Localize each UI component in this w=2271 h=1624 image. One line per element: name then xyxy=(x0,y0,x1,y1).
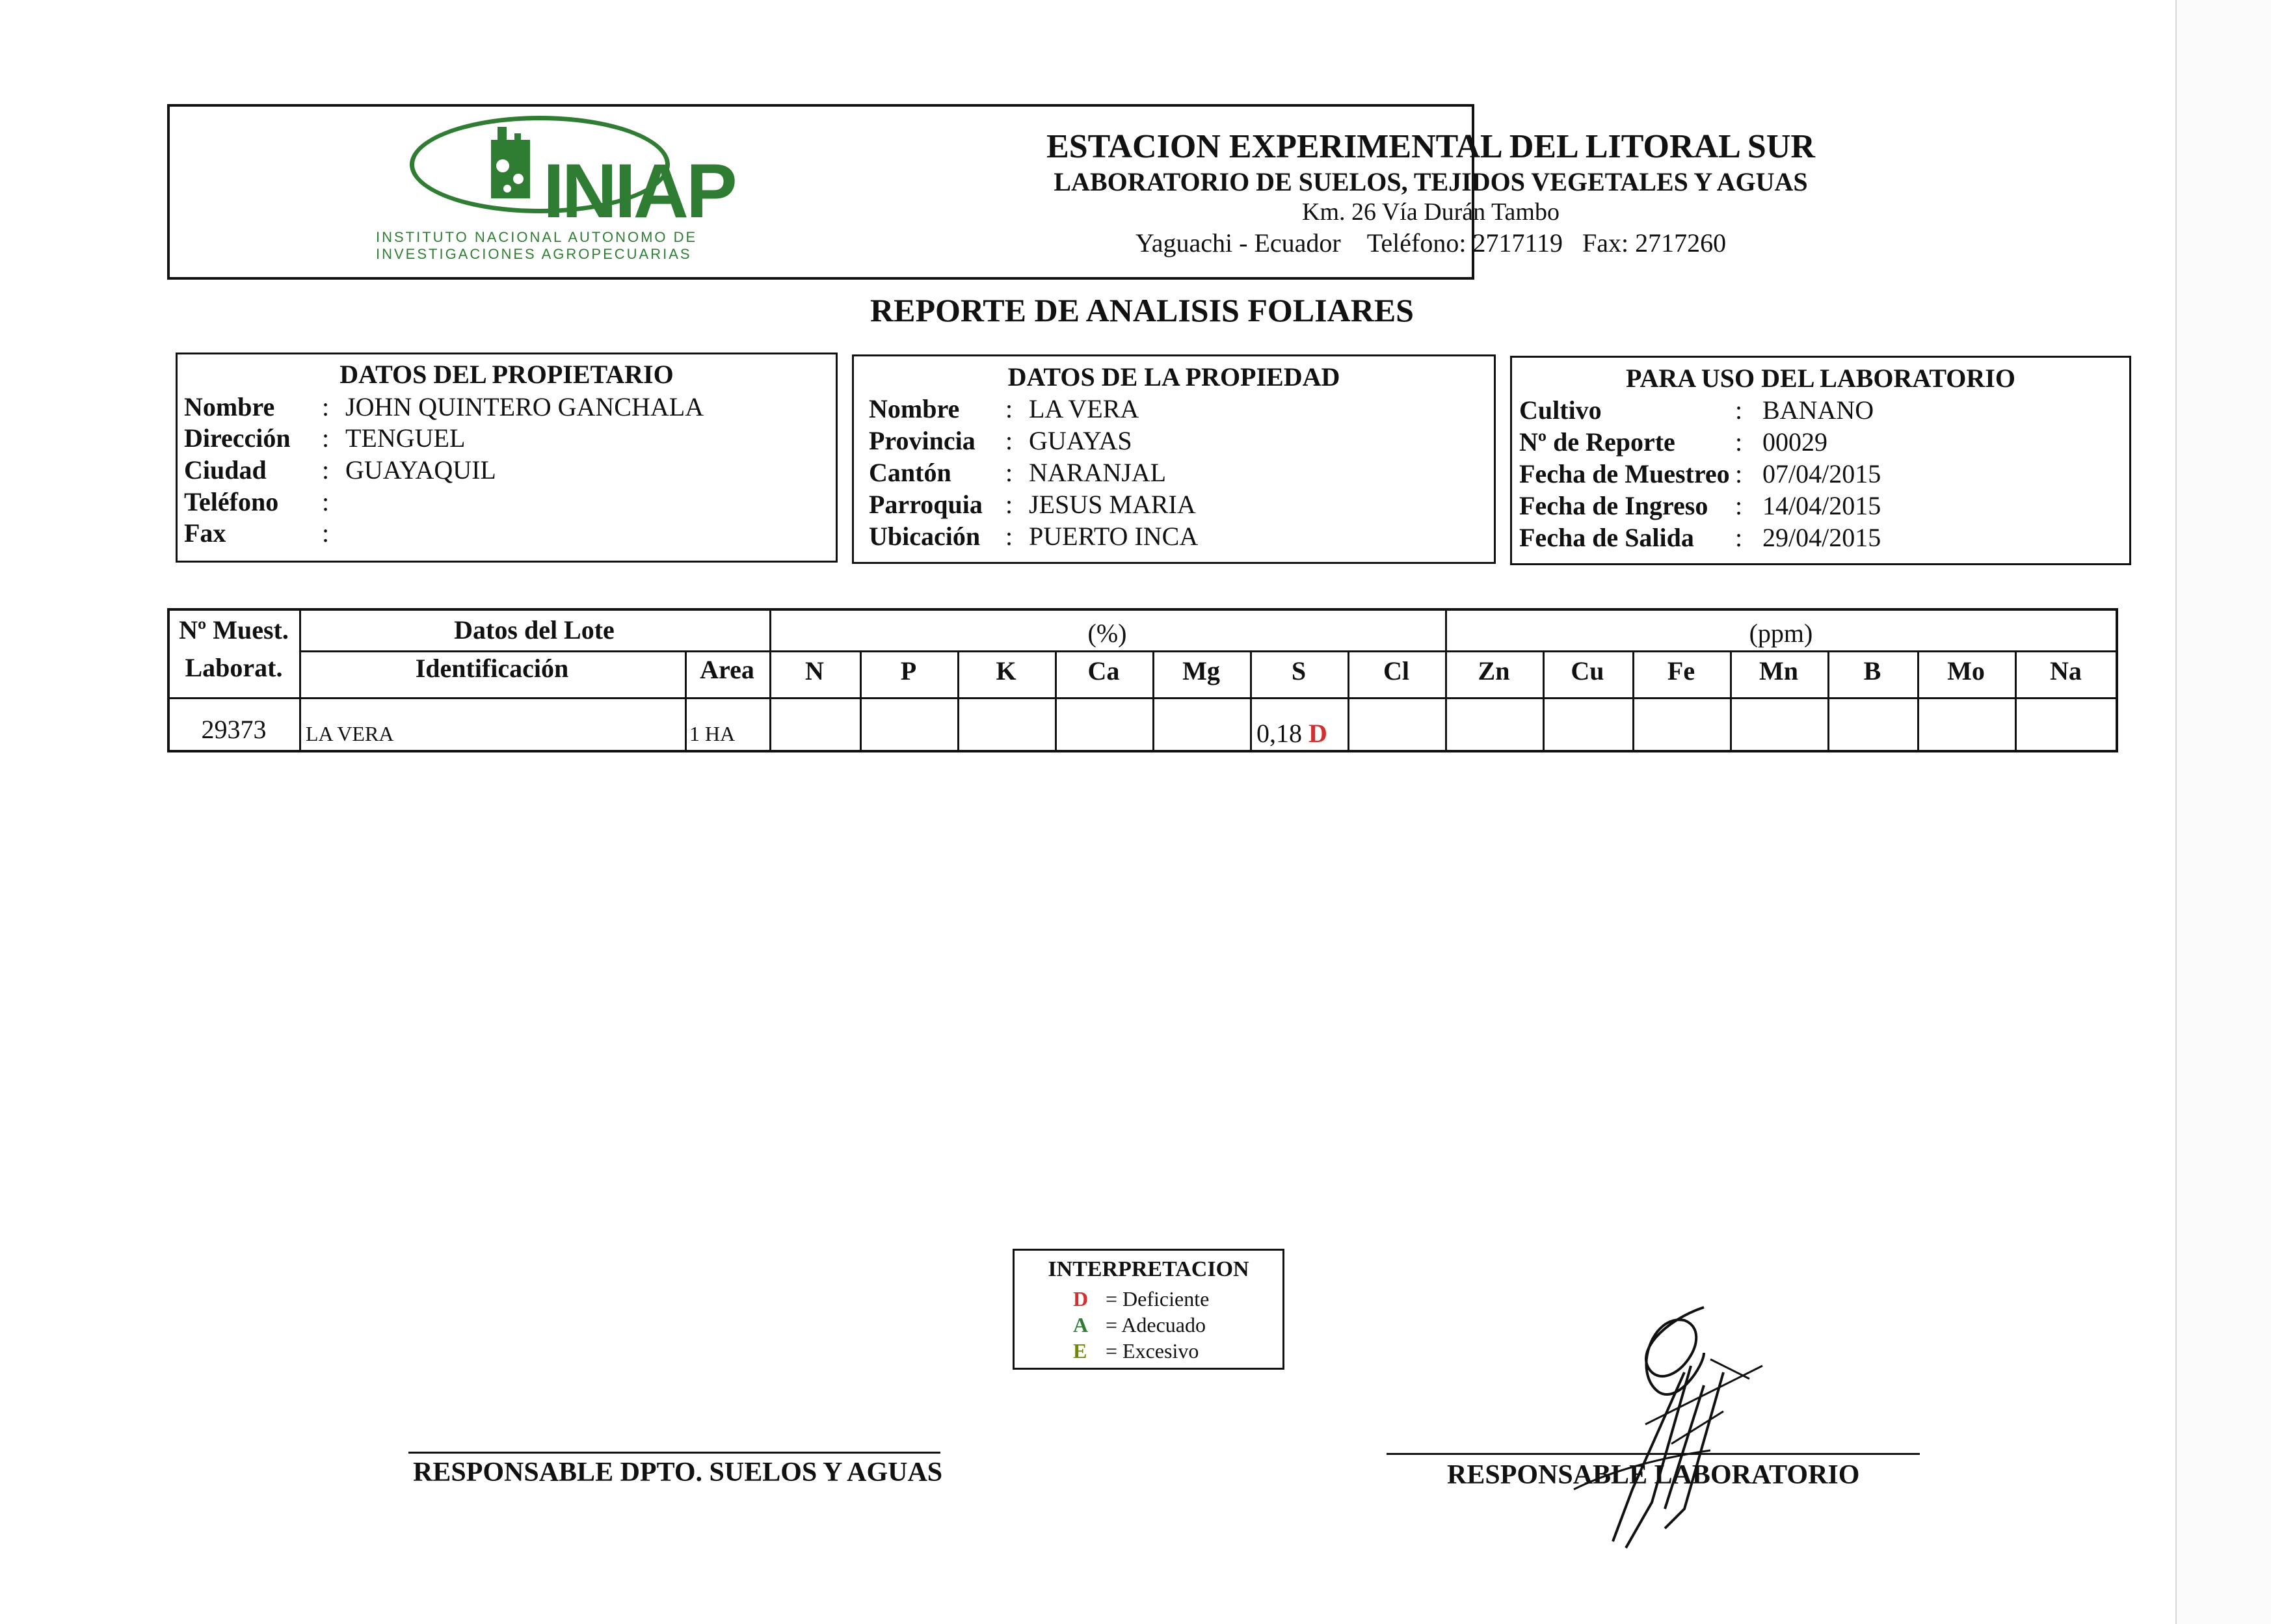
lab-use-row: Fecha de Ingreso : 14/04/2015 xyxy=(1519,491,1881,520)
owner-row: Nombre : JOHN QUINTERO GANCHALA xyxy=(184,392,704,421)
col-header: Fe xyxy=(1667,656,1695,686)
lab-use-title: PARA USO DEL LABORATORIO xyxy=(1625,364,2015,393)
col-header: Cu xyxy=(1571,656,1604,686)
lab-use-row: Nº de Reporte : 00029 xyxy=(1519,427,1827,457)
table-rule xyxy=(299,650,2117,652)
col-header: Cl xyxy=(1383,656,1409,686)
header-lote: Datos del Lote xyxy=(454,615,615,645)
col-header: Mo xyxy=(1947,656,1985,686)
lab-contact: Yaguachi - Ecuador Teléfono: 2717119 Fax: 2717260 xyxy=(1135,228,1727,258)
col-header: Na xyxy=(2050,656,2082,686)
property-row: Ubicación : PUERTO INCA xyxy=(869,522,1199,551)
cell-muestra: 29373 xyxy=(201,715,267,744)
lab-use-row: Fecha de Muestreo : 07/04/2015 xyxy=(1519,459,1881,488)
signature-label-right: RESPONSABLE LABORATORIO xyxy=(1447,1460,1860,1490)
cell-area: 1 HA xyxy=(689,722,736,745)
col-header: P xyxy=(900,656,917,686)
property-row: Nombre : LA VERA xyxy=(869,394,1139,423)
owner-row: Fax : xyxy=(184,518,330,548)
signature-line-left xyxy=(408,1452,940,1454)
station-name: ESTACION EXPERIMENTAL DEL LITORAL SUR xyxy=(1046,128,1815,165)
handwritten-signature-icon xyxy=(1554,1294,1788,1554)
lab-use-row: Fecha de Salida : 29/04/2015 xyxy=(1519,523,1881,552)
col-header: B xyxy=(1863,656,1881,686)
header-percent: (%) xyxy=(1087,619,1127,648)
page-edge xyxy=(2175,0,2271,1624)
signature-label-left: RESPONSABLE DPTO. SUELOS Y AGUAS xyxy=(413,1458,943,1487)
interpretation-title: INTERPRETACION xyxy=(1048,1257,1249,1281)
col-header: Ca xyxy=(1087,656,1120,686)
deficient-flag: D xyxy=(1308,719,1327,748)
col-header: N xyxy=(805,656,824,686)
cell-s-value: 0,18 D xyxy=(1256,719,1327,748)
cell-identificacion: LA VERA xyxy=(306,722,394,745)
header-laborat: Laborat. xyxy=(185,653,283,682)
col-header: S xyxy=(1291,656,1307,686)
header-identificacion: Identificación xyxy=(415,654,569,683)
property-row: Provincia : GUAYAS xyxy=(869,426,1132,455)
property-row: Cantón : NARANJAL xyxy=(869,458,1167,487)
col-header: Zn xyxy=(1478,656,1510,686)
lab-use-row: Cultivo : BANANO xyxy=(1519,395,1874,425)
logo-caption: INSTITUTO NACIONAL AUTONOMO DE INVESTIGACIONES AGROPECUARIAS xyxy=(376,229,698,262)
col-header: Mn xyxy=(1759,656,1798,686)
property-title: DATOS DE LA PROPIEDAD xyxy=(1007,362,1340,392)
interpretation-box xyxy=(1013,1249,1284,1370)
owner-row: Teléfono : xyxy=(184,487,330,516)
lab-address: Km. 26 Vía Durán Tambo xyxy=(1302,198,1560,226)
col-header: K xyxy=(996,656,1016,686)
header-ppm: (ppm) xyxy=(1749,619,1813,648)
owner-row: Ciudad : GUAYAQUIL xyxy=(184,455,496,485)
owner-row: Dirección : TENGUEL xyxy=(184,423,466,453)
logo-emblem-icon xyxy=(478,127,543,205)
logo-text: INIAP xyxy=(543,148,735,234)
lab-name: LABORATORIO DE SUELOS, TEJIDOS VEGETALES Y AGUAS xyxy=(1054,167,1808,196)
legend-excesivo: E = Excesivo xyxy=(1073,1339,1199,1363)
legend-deficiente: D = Deficiente xyxy=(1073,1287,1210,1311)
header-muest: Nº Muest. xyxy=(179,615,289,645)
table-rule xyxy=(168,697,2117,699)
col-header: Mg xyxy=(1182,656,1220,686)
property-row: Parroquia : JESUS MARIA xyxy=(869,490,1196,519)
owner-title: DATOS DEL PROPIETARIO xyxy=(339,360,674,389)
legend-adecuado: A = Adecuado xyxy=(1073,1313,1206,1337)
header-area: Area xyxy=(700,655,754,684)
report-title: REPORTE DE ANALISIS FOLIARES xyxy=(870,292,1414,328)
